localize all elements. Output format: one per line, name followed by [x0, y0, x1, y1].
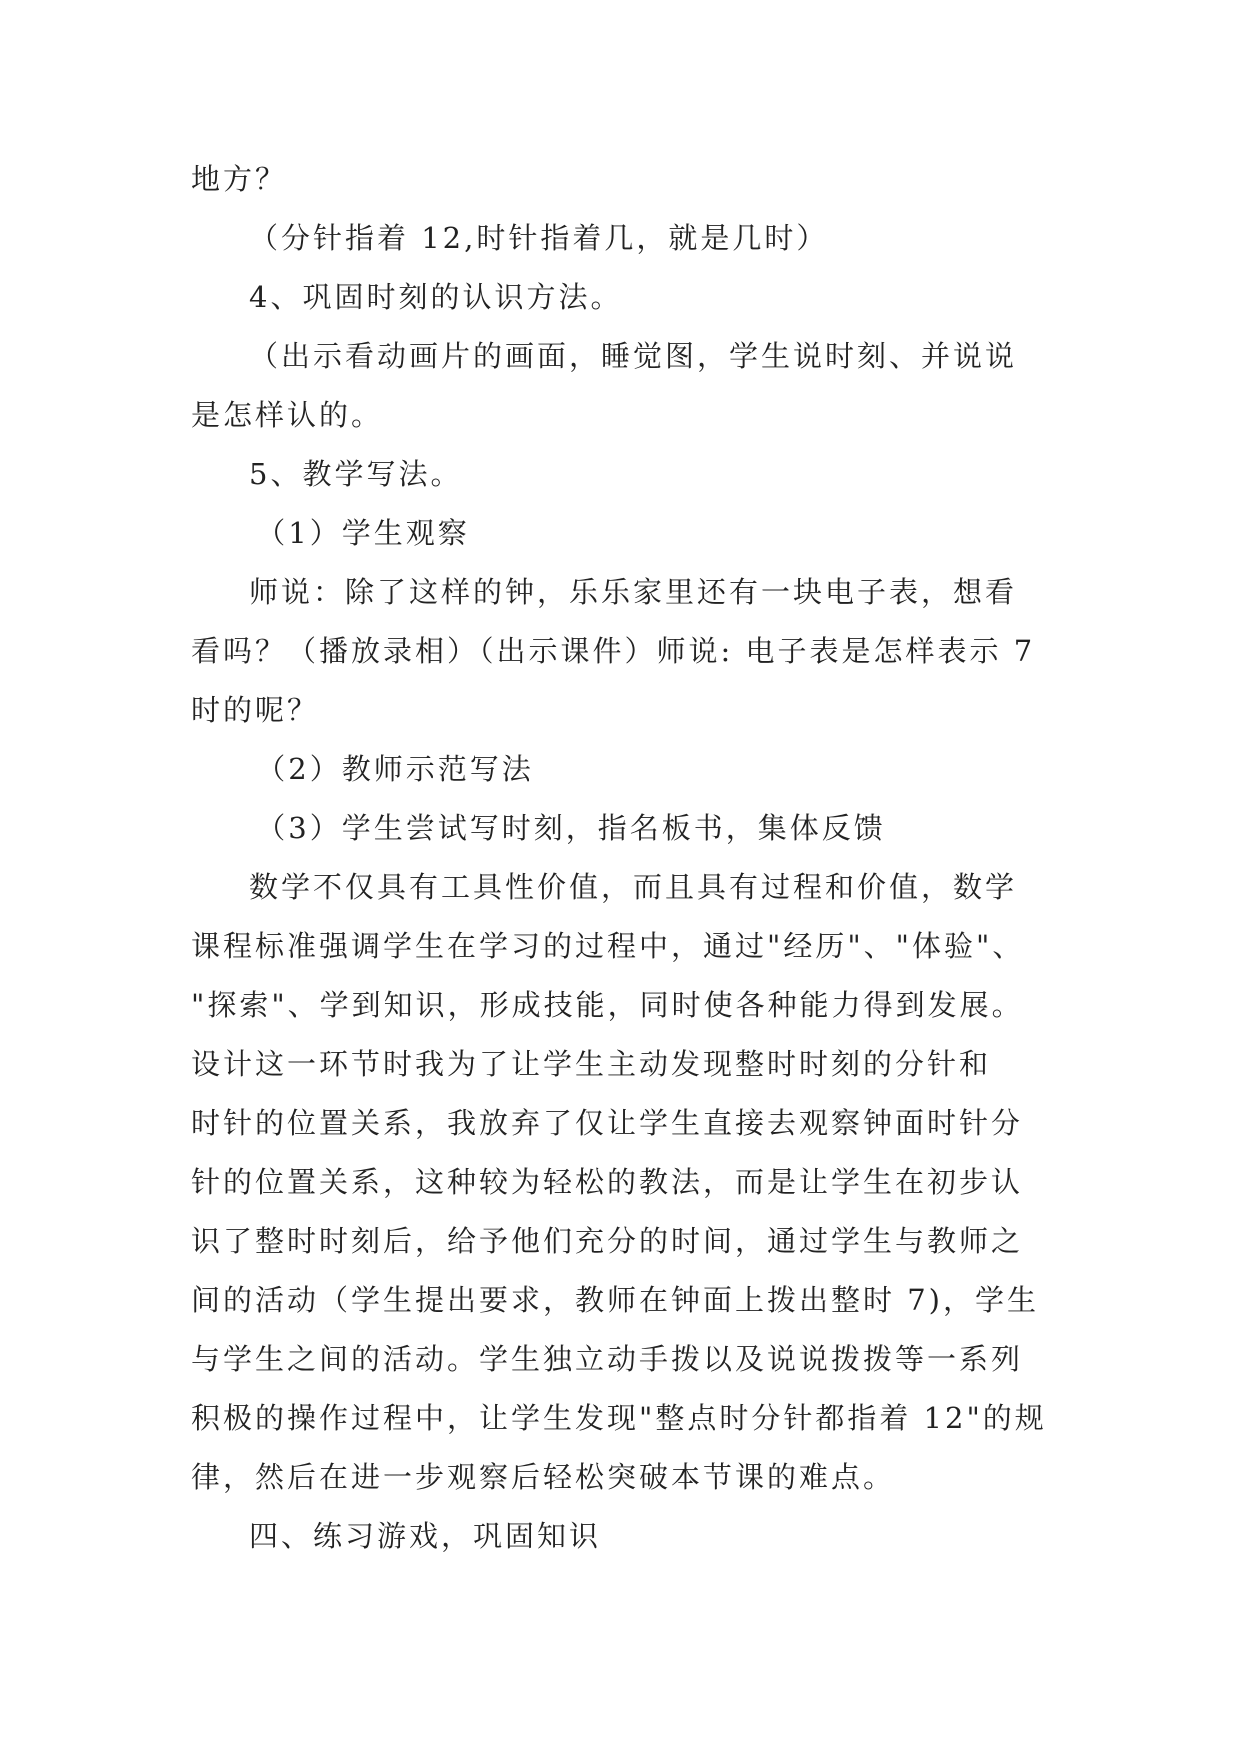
paragraph [191, 445, 1051, 504]
paragraph [191, 563, 1051, 740]
text-line: "探索"、学到知识，形成技能，同时使各种能力得到发展。 [191, 988, 1024, 1022]
text-line: （3）学生尝试写时刻，指名板书，集体反馈 [256, 811, 886, 845]
paragraph [191, 268, 1051, 327]
text-line: 数学不仅具有工具性价值，而且具有过程和价值，数学 [249, 870, 1018, 904]
text-line: 设计这一环节时我为了让学生主动发现整时时刻的分针和 [191, 1047, 992, 1081]
text-line: 四、练习游戏，巩固知识 [249, 1519, 602, 1553]
text-line: 看吗？（播放录相）（出示课件）师说: 电子表是怎样表示 7 [191, 634, 1036, 668]
text-line: 地方？ [191, 162, 288, 196]
paragraph [191, 740, 1051, 799]
paragraph [191, 504, 1051, 563]
paragraph [191, 209, 1051, 268]
text-line: 时针的位置关系，我放弃了仅让学生直接去观察钟面时针分 [191, 1106, 1024, 1140]
text-line: 针的位置关系，这种较为轻松的教法，而是让学生在初步认 [191, 1165, 1024, 1199]
text-line: （2）教师示范写法 [256, 752, 534, 786]
text-line: 律，然后在进一步观察后轻松突破本节课的难点。 [191, 1460, 896, 1494]
paragraph [191, 327, 1051, 445]
text-line: （1）学生观察 [256, 516, 470, 550]
text-line: 积极的操作过程中，让学生发现"整点时分针都指着 12"的规 [191, 1401, 1047, 1435]
text-line: 识了整时时刻后，给予他们充分的时间，通过学生与教师之 [191, 1224, 1024, 1258]
text-line: 4、巩固时刻的认识方法。 [249, 280, 623, 314]
text-line: 与学生之间的活动。学生独立动手拨以及说说拨拨等一系列 [191, 1342, 1024, 1376]
text-line: （出示看动画片的画面，睡觉图，学生说时刻、并说说 [249, 339, 1018, 373]
document-body [191, 150, 1051, 1566]
text-line: 是怎样认的。 [191, 398, 384, 432]
paragraph [191, 858, 1051, 1507]
paragraph [191, 150, 1051, 209]
text-line: 时的呢？ [191, 693, 320, 727]
text-line: 师说：除了这样的钟，乐乐家里还有一块电子表，想看 [249, 575, 1018, 609]
paragraph [191, 1507, 1051, 1566]
text-line: 课程标准强调学生在学习的过程中，通过"经历"、"体验"、 [191, 929, 1025, 963]
text-line: 5、教学写法。 [249, 457, 463, 491]
paragraph [191, 799, 1051, 858]
text-line: 间的活动（学生提出要求，教师在钟面上拨出整时 7)，学生 [191, 1283, 1039, 1317]
text-line: （分针指着 12,时针指着几，就是几时） [249, 221, 829, 255]
